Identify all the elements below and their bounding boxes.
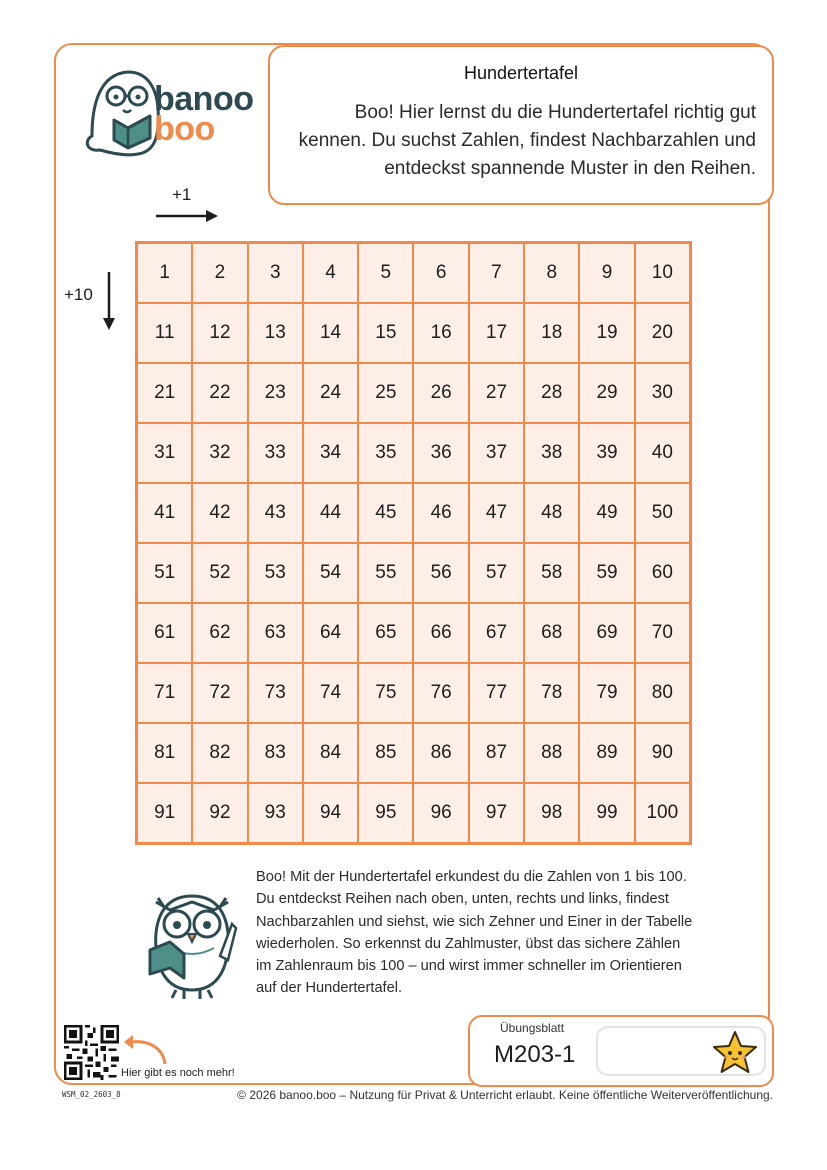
star-icon: [710, 1029, 760, 1077]
grid-cell: 95: [358, 783, 413, 843]
grid-cell: 48: [524, 483, 579, 543]
grid-cell: 54: [303, 543, 358, 603]
grid-cell: 40: [635, 423, 690, 483]
grid-cell: 92: [192, 783, 247, 843]
grid-cell: 90: [635, 723, 690, 783]
arrow-right-icon: [156, 208, 220, 224]
grid-cell: 59: [579, 543, 634, 603]
grid-cell: 18: [524, 303, 579, 363]
grid-cell: 1: [137, 243, 192, 303]
worksheet-box: [468, 1015, 774, 1087]
grid-cell: 81: [137, 723, 192, 783]
grid-cell: 12: [192, 303, 247, 363]
grid-cell: 31: [137, 423, 192, 483]
grid-cell: 84: [303, 723, 358, 783]
description-text: Boo! Mit der Hundertertafel erkundest du die Zahlen von 1 bis 100. Du entdeckst Reihen nach oben, unten, rechts und links, findest Nachbarzahlen und siehst, wie sich Zehner und Einer in der Tabelle wiederholen. So erkennst du Zahlmuster, übst das sichere Zählen im Zahlenraum bis 100 – und wirst immer schneller im Orientieren auf der Hundertertafel.: [256, 869, 693, 997]
grid-cell: 3: [248, 243, 303, 303]
grid-cell: 89: [579, 723, 634, 783]
grid-cell: 51: [137, 543, 192, 603]
grid-cell: 34: [303, 423, 358, 483]
grid-cell: 86: [413, 723, 468, 783]
grid-cell: 10: [635, 243, 690, 303]
grid-cell: 70: [635, 603, 690, 663]
logo-wordmark: [154, 80, 254, 148]
grid-cell: 63: [248, 603, 303, 663]
grid-cell: 28: [524, 363, 579, 423]
grid-cell: 60: [635, 543, 690, 603]
grid-cell: 14: [303, 303, 358, 363]
grid-cell: 23: [248, 363, 303, 423]
grid-cell: 8: [524, 243, 579, 303]
grid-cell: 37: [469, 423, 524, 483]
grid-cell: 15: [358, 303, 413, 363]
grid-cell: 46: [413, 483, 468, 543]
grid-cell: 85: [358, 723, 413, 783]
grid-cell: 79: [579, 663, 634, 723]
grid-cell: 42: [192, 483, 247, 543]
grid-cell: 19: [579, 303, 634, 363]
grid-cell: 13: [248, 303, 303, 363]
plus-one-label: +1: [172, 185, 192, 204]
worksheet-label: Übungsblatt: [500, 1021, 565, 1035]
grid-cell: 27: [469, 363, 524, 423]
curved-arrow-icon: [121, 1032, 169, 1068]
grid-cell: 75: [358, 663, 413, 723]
qr-code-icon[interactable]: [64, 1025, 119, 1080]
grid-cell: 96: [413, 783, 468, 843]
grid-cell: 35: [358, 423, 413, 483]
grid-cell: 57: [469, 543, 524, 603]
grid-cell: 16: [413, 303, 468, 363]
intro-box: [268, 45, 774, 205]
grid-cell: 74: [303, 663, 358, 723]
grid-cell: 26: [413, 363, 468, 423]
arrow-down-icon: [101, 272, 117, 332]
grid-cell: 50: [635, 483, 690, 543]
grid-cell: 83: [248, 723, 303, 783]
hundred-grid: [135, 241, 692, 845]
grid-cell: 69: [579, 603, 634, 663]
grid-cell: 5: [358, 243, 413, 303]
grid-cell: 67: [469, 603, 524, 663]
grid-cell: 45: [358, 483, 413, 543]
grid-cell: 94: [303, 783, 358, 843]
grid-cell: 38: [524, 423, 579, 483]
grid-cell: 24: [303, 363, 358, 423]
grid-cell: 52: [192, 543, 247, 603]
grid-cell: 6: [413, 243, 468, 303]
grid-cell: 30: [635, 363, 690, 423]
grid-cell: 80: [635, 663, 690, 723]
copyright-footer: © 2026 banoo.boo – Nutzung für Privat & Unterricht erlaubt. Keine öffentliche Weiterveröffentlichung.: [237, 1088, 773, 1102]
grid-cell: 17: [469, 303, 524, 363]
grid-cell: 9: [579, 243, 634, 303]
grid-cell: 22: [192, 363, 247, 423]
grid-cell: 32: [192, 423, 247, 483]
grid-cell: 44: [303, 483, 358, 543]
grid-cell: 61: [137, 603, 192, 663]
logo-line-1: banoo: [154, 80, 254, 118]
grid-cell: 73: [248, 663, 303, 723]
grid-cell: 53: [248, 543, 303, 603]
grid-cell: 20: [635, 303, 690, 363]
grid-cell: 11: [137, 303, 192, 363]
grid-cell: 71: [137, 663, 192, 723]
worksheet-code: M203-1: [494, 1041, 576, 1068]
grid-cell: 55: [358, 543, 413, 603]
page-title: Hundertertafel: [463, 63, 579, 83]
grid-cell: 91: [137, 783, 192, 843]
plus-ten-label: +10: [64, 285, 93, 304]
grid-cell: 2: [192, 243, 247, 303]
grid-cell: 43: [248, 483, 303, 543]
grid-cell: 41: [137, 483, 192, 543]
grid-cell: 7: [469, 243, 524, 303]
grid-cell: 82: [192, 723, 247, 783]
grid-cell: 58: [524, 543, 579, 603]
grid-cell: 68: [524, 603, 579, 663]
grid-cell: 25: [358, 363, 413, 423]
grid-cell: 65: [358, 603, 413, 663]
grid-cell: 21: [137, 363, 192, 423]
grid-cell: 72: [192, 663, 247, 723]
grid-cell: 4: [303, 243, 358, 303]
grid-cell: 100: [635, 783, 690, 843]
grid-cell: 93: [248, 783, 303, 843]
grid-cell: 33: [248, 423, 303, 483]
grid-cell: 62: [192, 603, 247, 663]
grid-cell: 66: [413, 603, 468, 663]
grid-cell: 47: [469, 483, 524, 543]
worksheet-name-field[interactable]: [596, 1026, 766, 1076]
grid-cell: 88: [524, 723, 579, 783]
grid-cell: 99: [579, 783, 634, 843]
grid-cell: 56: [413, 543, 468, 603]
qr-caption: Hier gibt es noch mehr!: [121, 1067, 235, 1079]
owl-reading-icon: [136, 878, 248, 1002]
grid-cell: 29: [579, 363, 634, 423]
grid-cell: 77: [469, 663, 524, 723]
grid-cell: 76: [413, 663, 468, 723]
grid-cell: 98: [524, 783, 579, 843]
grid-cell: 87: [469, 723, 524, 783]
grid-cell: 78: [524, 663, 579, 723]
grid-cell: 64: [303, 603, 358, 663]
document-code: WSM_02_2603_8: [62, 1090, 121, 1099]
grid-cell: 39: [579, 423, 634, 483]
grid-cell: 49: [579, 483, 634, 543]
grid-cell: 36: [413, 423, 468, 483]
intro-text: Boo! Hier lernst du die Hundertertafel richtig gut kennen. Du suchst Zahlen, findest Nachbarzahlen und entdeckst spannende Muster in den Reihen.: [298, 102, 756, 179]
grid-cell: 97: [469, 783, 524, 843]
logo-line-2: boo: [154, 110, 215, 148]
